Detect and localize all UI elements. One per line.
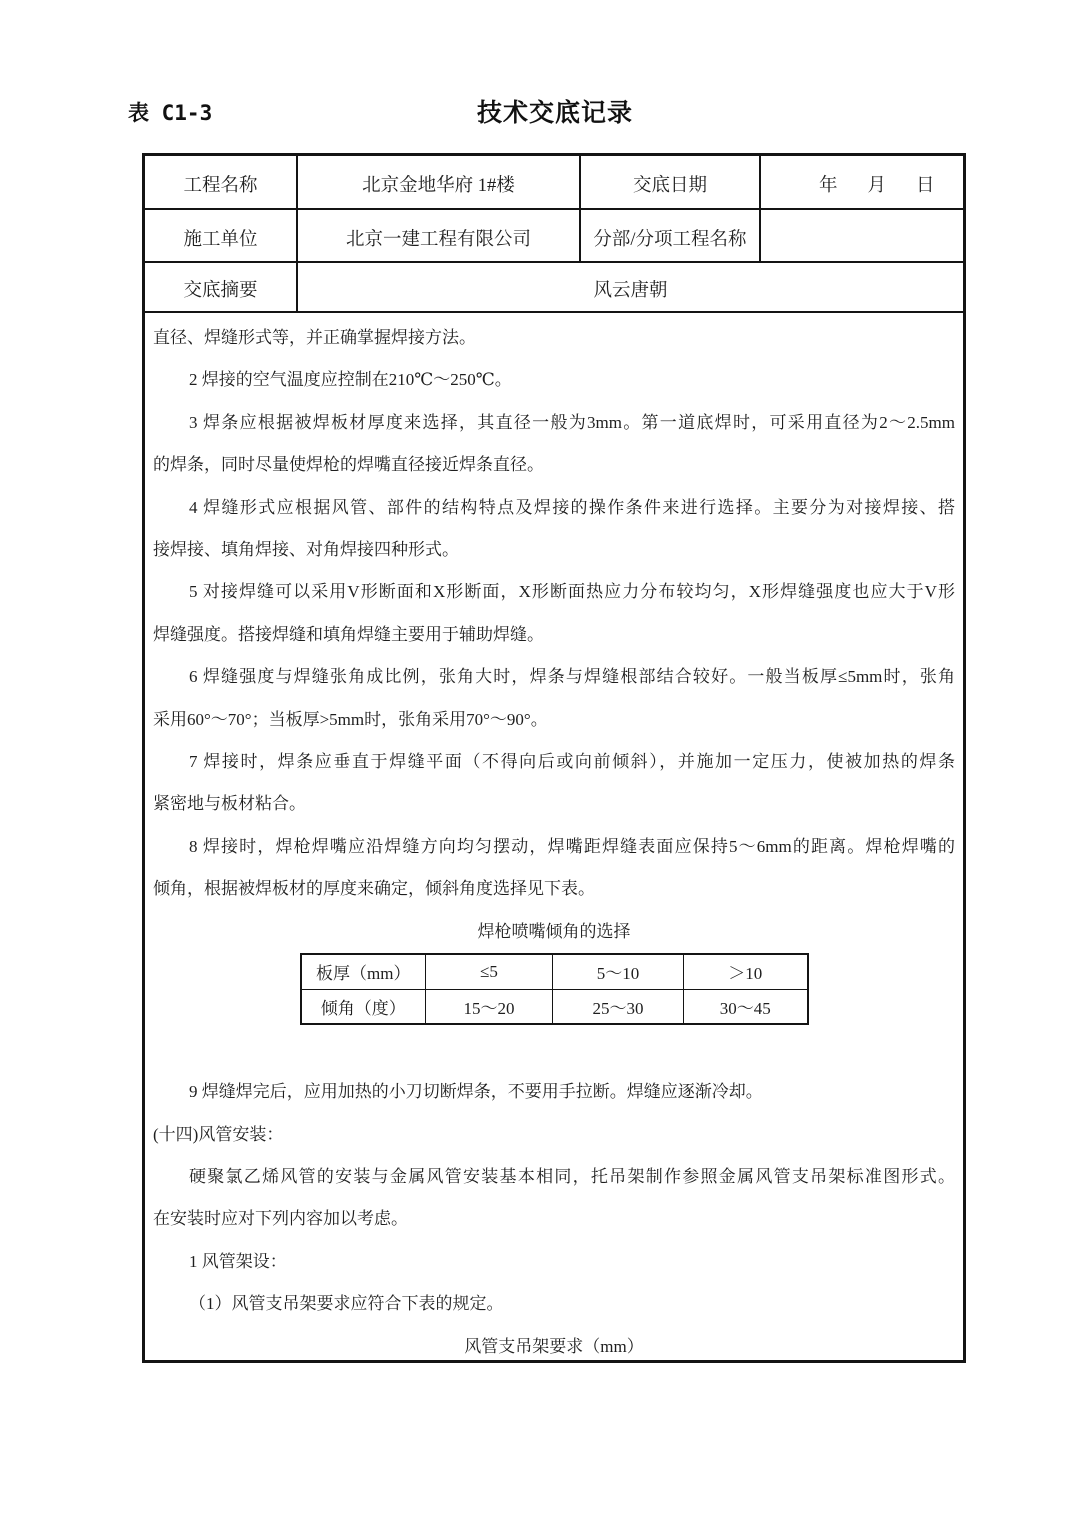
body-text-line: 焊缝强度。搭接焊缝和填角焊缝主要用于辅助焊缝。: [153, 624, 544, 644]
table-cell: 15～20: [426, 989, 553, 1024]
body-text-line: 6 焊缝强度与焊缝张角成比例，张角大时，焊条与焊缝根部结合较好。一般当板厚≤5mm时，张角: [189, 667, 955, 687]
date-day-label: 日: [916, 175, 935, 196]
body-text-line: 直径、焊缝形式等，并正确掌握焊接方法。: [153, 328, 476, 347]
project-name-value: 北京金地华府 1#楼: [362, 175, 515, 196]
body-text-line: （1）风管支吊架要求应符合下表的规定。: [189, 1294, 504, 1314]
construction-unit-label: 施工单位: [183, 230, 258, 250]
table-cell: 25～30: [553, 989, 684, 1024]
nozzle-angle-table: [300, 953, 809, 1025]
body-text-line: 2 焊接的空气温度应控制在210℃～250℃。: [189, 370, 512, 390]
angle-row: [301, 989, 808, 1024]
section-heading: (十四)风管安装：: [153, 1124, 284, 1144]
subproject-name-value: [761, 211, 963, 265]
row-header-cell: 倾角（度）: [301, 989, 426, 1024]
project-name-label: 工程名称: [183, 175, 258, 196]
body-text-line: 3 焊条应根据被焊板材厚度来选择，其直径一般为3mm。第一道底焊时，可采用直径为2～2.5mm: [189, 412, 955, 432]
table-cell: 30～45: [684, 989, 808, 1024]
table-cell: ≤5: [426, 954, 553, 989]
table-cell: 5～10: [553, 954, 684, 989]
summary-value: 风云唐朝: [593, 281, 668, 301]
construction-unit-value: 北京一建工程有限公司: [345, 230, 531, 250]
form-code: 表 C1-3: [128, 101, 213, 125]
body-text-line: 7 焊接时，焊条应垂直于焊缝平面（不得向后或向前倾斜），并施加一定压力，使被加热的焊条: [189, 752, 955, 772]
date-year-label: 年: [819, 175, 838, 196]
body-text-line: 接焊接、填角焊接、对角焊接四种形式。: [153, 540, 459, 560]
body-text-line: 的焊条，同时尽量使焊枪的焊嘴直径接近焊条直径。: [153, 455, 544, 475]
body-text-line: 在安装时应对下列内容加以考虑。: [153, 1209, 408, 1229]
disclosure-date-value: [761, 156, 963, 211]
angle-table-caption: 焊枪喷嘴倾角的选择: [477, 921, 631, 941]
table-cell: ＞10: [684, 954, 808, 989]
body-text-line: 硬聚氯乙烯风管的安装与金属风管安装基本相同，托吊架制作参照金属风管支吊架标准图形式。: [189, 1166, 955, 1186]
body-text-line: 1 风管架设：: [189, 1251, 287, 1271]
body-text-line: 9 焊缝焊完后，应用加热的小刀切断焊条，不要用手拉断。焊缝应逐渐冷却。: [189, 1082, 763, 1102]
disclosure-body: [153, 313, 955, 1368]
body-text-line: 紧密地与板材粘合。: [153, 794, 306, 814]
subproject-name-label: 分部/分项工程名称: [593, 230, 747, 250]
body-text-line: 采用60°～70°；当板厚>5mm时，张角采用70°～90°。: [153, 709, 548, 729]
body-text-line: 4 焊缝形式应根据风管、部件的结构特点及焊接的操作条件来进行选择。主要分为对接焊接、搭: [189, 497, 955, 517]
body-text-line: 5 对接焊缝可以采用V形断面和X形断面，X形断面热应力分布较均匀，X形焊缝强度也应大于V形: [189, 582, 955, 602]
thickness-row: [301, 954, 808, 989]
support-table-caption: 风管支吊架要求（mm）: [464, 1336, 644, 1356]
disclosure-date-label: 交底日期: [632, 175, 707, 196]
summary-label: 交底摘要: [183, 281, 258, 301]
row-header-cell: 板厚（mm）: [301, 954, 426, 989]
date-month-label: 月: [867, 175, 887, 196]
document-title: 技术交底记录: [476, 98, 633, 127]
body-text-line: 8 焊接时，焊枪焊嘴应沿焊缝方向均匀摆动，焊嘴距焊缝表面应保持5～6mm的距离。焊枪焊嘴的: [189, 836, 955, 856]
body-text-line: 倾角，根据被焊板材的厚度来确定，倾斜角度选择见下表。: [153, 879, 595, 899]
